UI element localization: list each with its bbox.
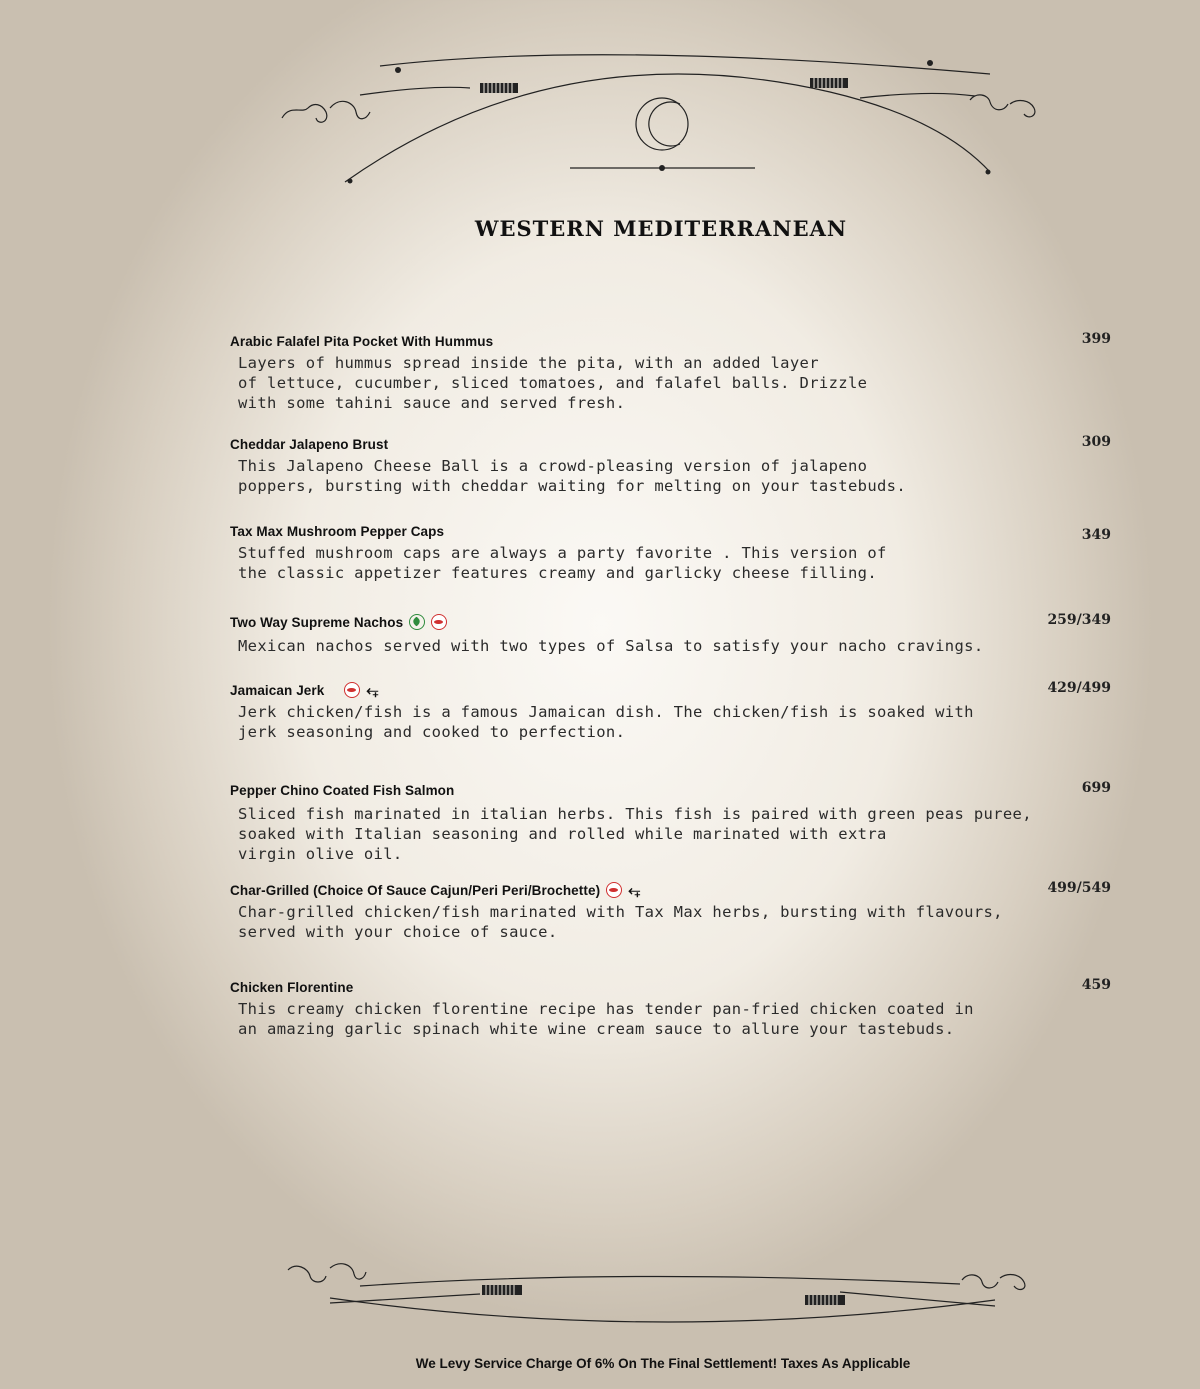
- item-price: 259/349: [1047, 612, 1111, 628]
- menu-item: [230, 780, 1115, 864]
- item-description: This creamy chicken florentine recipe has tender pan-fried chicken coated in an amazing garlic spinach white wine cream sauce to allure your tastebuds.: [238, 1000, 974, 1038]
- item-name-text: Pepper Chino Coated Fish Salmon: [230, 782, 455, 798]
- top-ornament: [0, 0, 1200, 200]
- item-name: [230, 331, 1115, 351]
- item-name-text: Tax Max Mushroom Pepper Caps: [230, 523, 445, 539]
- item-name-text: Chicken Florentine: [230, 979, 354, 995]
- item-name-text: Jamaican Jerk: [230, 682, 325, 698]
- item-price: 699: [1081, 780, 1111, 796]
- item-name: [230, 521, 1115, 541]
- item-price: 459: [1081, 977, 1111, 993]
- item-description: Char-grilled chicken/fish marinated with Tax Max herbs, bursting with flavours, served with your choice of sauce.: [238, 903, 1003, 941]
- item-description: This Jalapeno Cheese Ball is a crowd-pleasing version of jalapeno poppers, bursting with cheddar waiting for melting on your tastebuds.: [238, 457, 907, 495]
- menu-item: [230, 880, 1115, 942]
- item-price: 499/549: [1047, 880, 1111, 896]
- item-name: [230, 977, 1115, 997]
- item-description: Jerk chicken/fish is a famous Jamaican dish. The chicken/fish is soaked with jerk seasoning and cooked to perfection.: [238, 703, 974, 741]
- item-name-text: Arabic Falafel Pita Pocket With Hummus: [230, 333, 494, 349]
- menu-item: [230, 612, 1115, 656]
- menu-item: [230, 331, 1115, 413]
- item-description: Stuffed mushroom caps are always a party favorite . This version of the classic appetizer features creamy and garlicky cheese filling.: [238, 544, 887, 582]
- menu-item: [230, 680, 1115, 742]
- item-description: Mexican nachos served with two types of Salsa to satisfy your nacho cravings.: [238, 637, 984, 655]
- item-name-text: Two Way Supreme Nachos: [230, 614, 404, 630]
- nonveg-icon: [431, 614, 447, 630]
- menu-item: [230, 977, 1115, 1039]
- item-price: 309: [1081, 434, 1111, 450]
- menu-item: [230, 434, 1115, 496]
- item-name-text: Cheddar Jalapeno Brust: [230, 436, 389, 452]
- veg-icon: [409, 614, 425, 630]
- item-name: [230, 680, 1115, 700]
- item-price: 399: [1081, 331, 1111, 347]
- shrimp-icon: ⥆: [366, 681, 379, 699]
- nonveg-icon: [344, 682, 360, 698]
- menu-item: [230, 521, 1115, 583]
- item-name-text: Char-Grilled (Choice Of Sauce Cajun/Peri Peri/Brochette): [230, 882, 601, 898]
- item-name: [230, 434, 1115, 454]
- section-title: WESTERN MEDITERRANEAN: [474, 216, 848, 241]
- nonveg-icon: [606, 882, 622, 898]
- item-price: 429/499: [1047, 680, 1111, 696]
- item-name: [230, 880, 1115, 900]
- item-name: [230, 780, 1115, 800]
- item-price: 349: [1081, 527, 1111, 543]
- item-description: Layers of hummus spread inside the pita, with an added layer of lettuce, cucumber, sliced tomatoes, and falafel balls. Drizzle with some tahini sauce and served fresh.: [238, 354, 868, 412]
- footer-note: We Levy Service Charge Of 6% On The Final Settlement! Taxes As Applicable: [415, 1356, 911, 1371]
- item-description: Sliced fish marinated in italian herbs. This fish is paired with green peas puree, soaked with Italian seasoning and rolled while marinated with extra virgin olive oil.: [238, 805, 1032, 863]
- shrimp-icon: ⥆: [628, 881, 641, 899]
- item-name: [230, 612, 1115, 632]
